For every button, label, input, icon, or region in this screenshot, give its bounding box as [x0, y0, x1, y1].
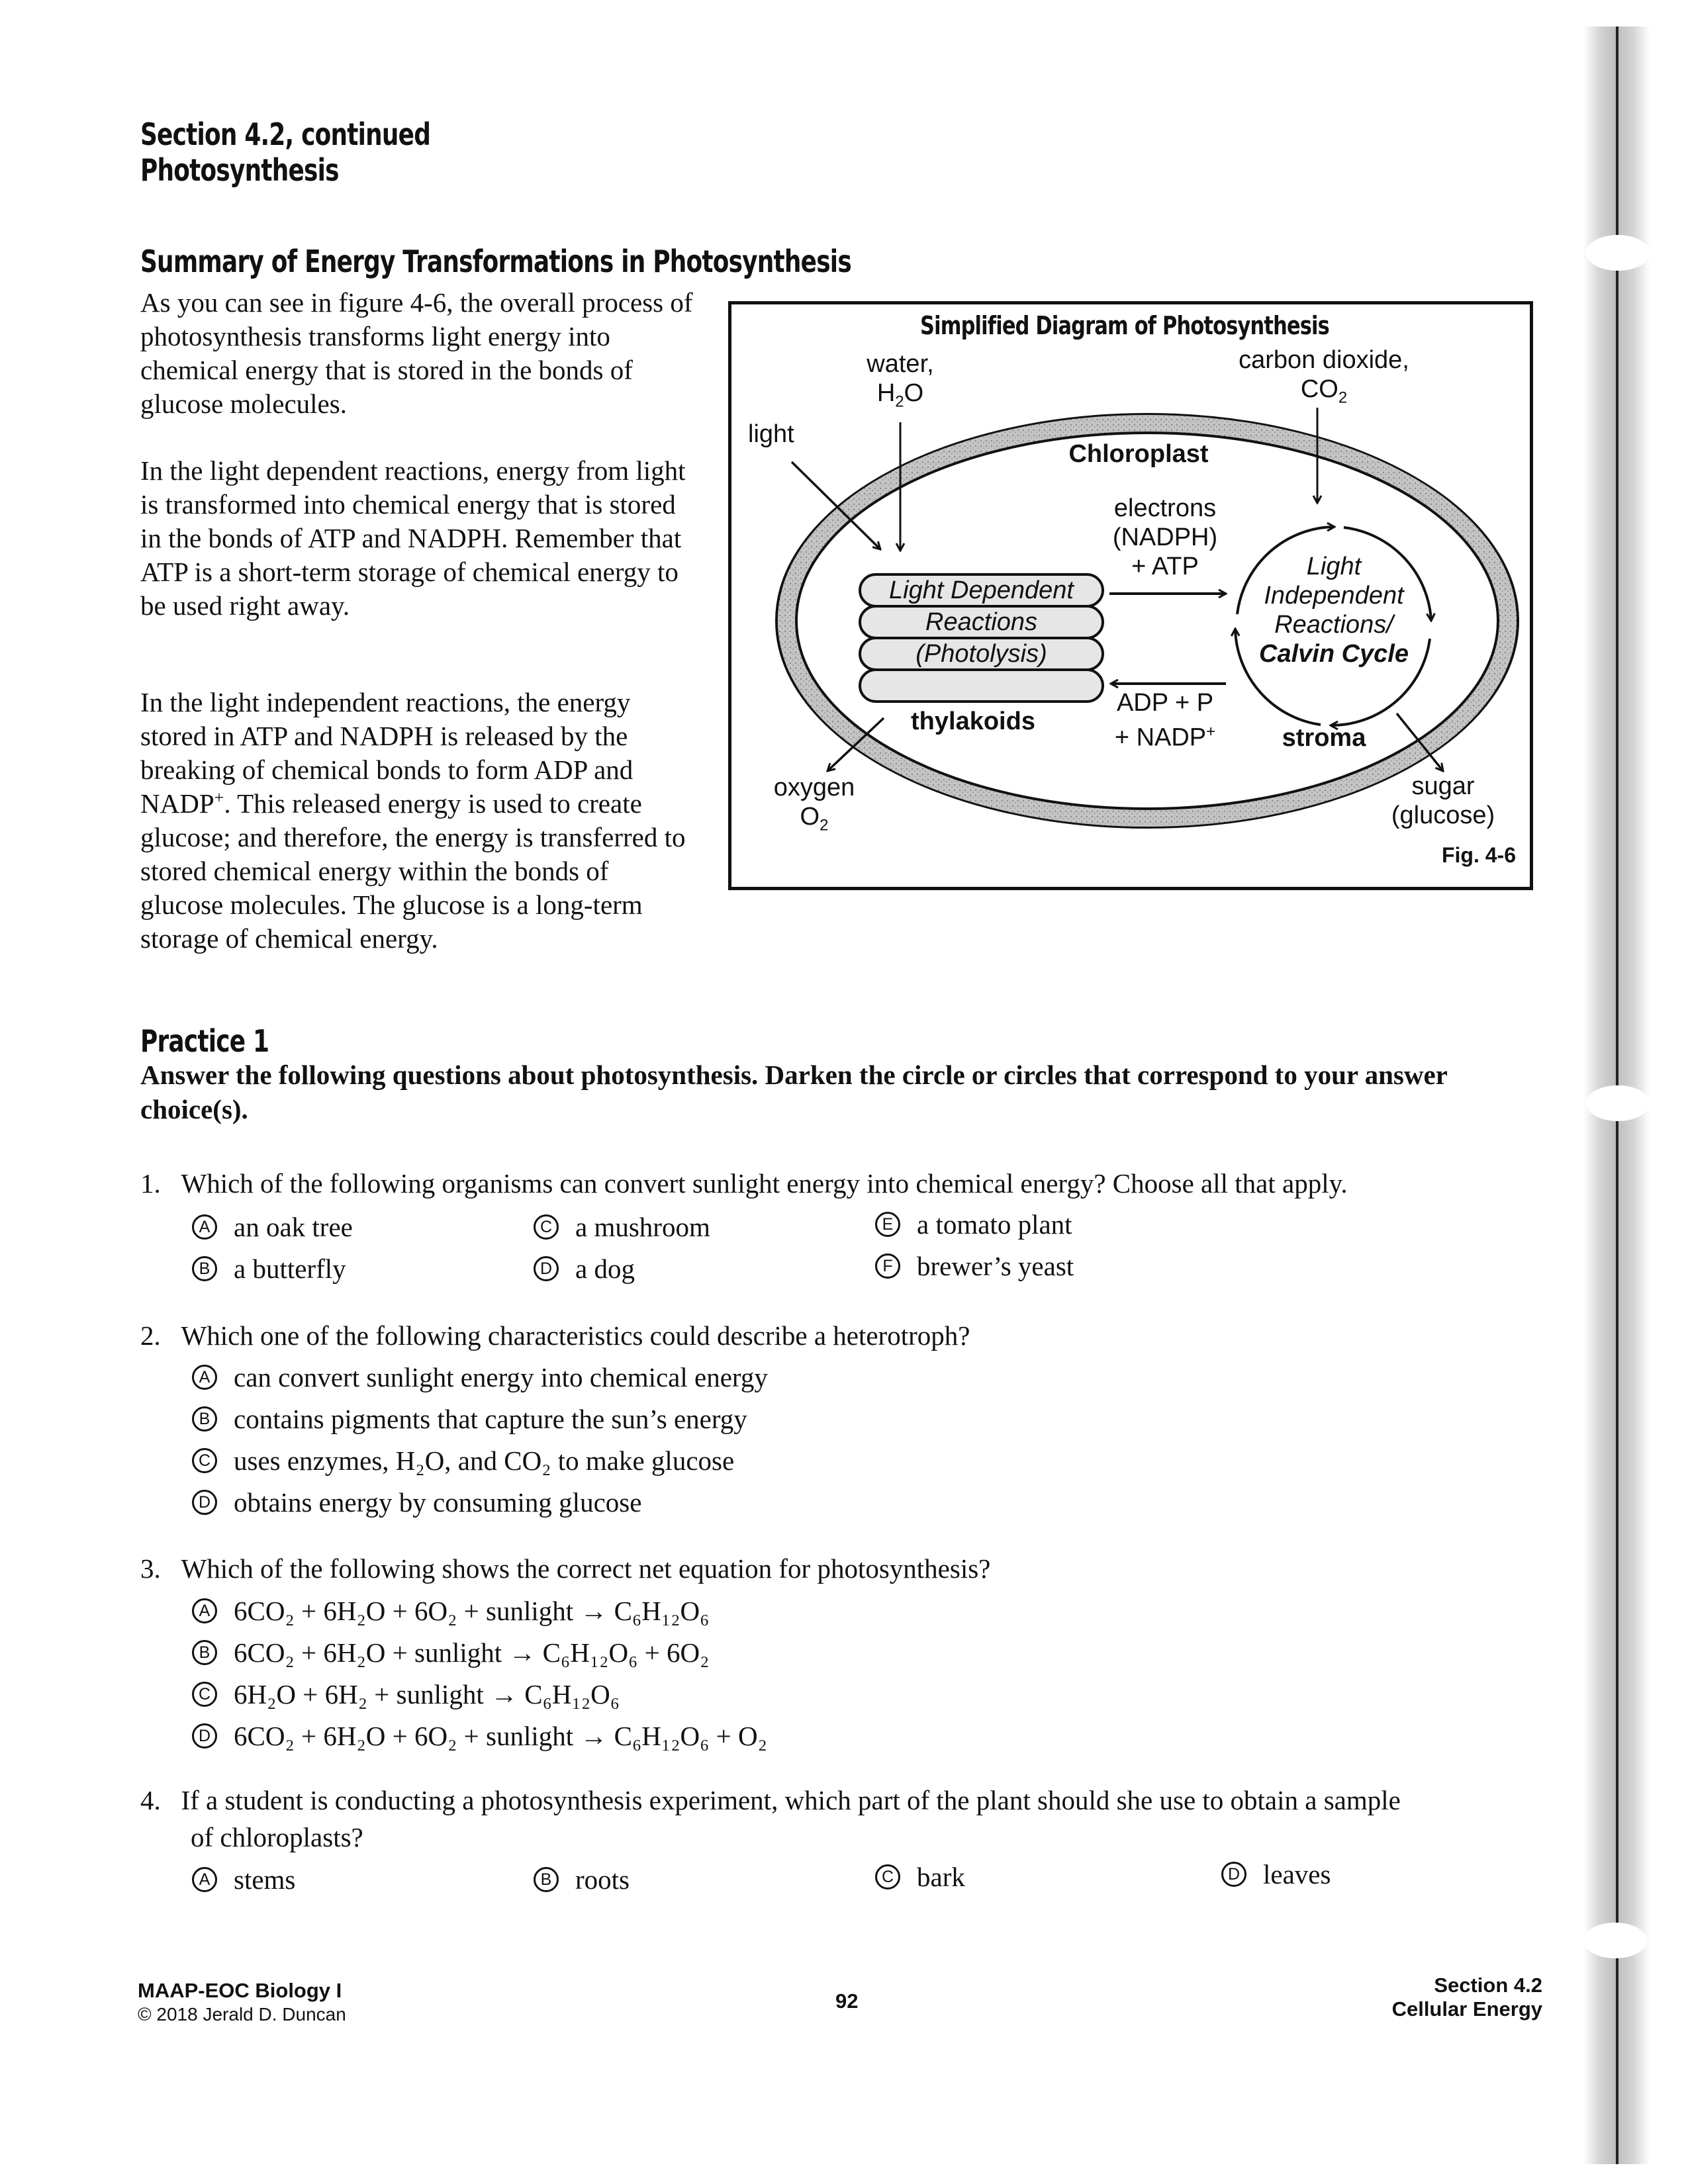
- summary-heading: Summary of Energy Transformations in Photosynthesis: [140, 244, 851, 279]
- section-heading: Section 4.2, continued: [140, 116, 431, 152]
- q3-option-b[interactable]: B 6CO₂ + 6H₂O + sunlight → C₆H₁₂O₆ + 6O₂: [192, 1637, 709, 1668]
- chloroplast-label: Chloroplast: [1068, 440, 1209, 468]
- footer-unit: Cellular Energy: [1391, 1997, 1542, 2021]
- answer-bubble[interactable]: F: [875, 1253, 900, 1279]
- stroma-label: stroma: [1282, 724, 1366, 752]
- answer-bubble[interactable]: B: [192, 1256, 217, 1281]
- water-label: water, $H_2O$: [867, 350, 934, 411]
- q2-option-b[interactable]: B contains pigments that capture the sun’s energy: [192, 1403, 747, 1435]
- q1-option-b[interactable]: B a butterfly: [192, 1253, 346, 1285]
- question-1: 1. Which of the following organisms can convert sunlight energy into chemical energy? Choose all that apply.: [140, 1168, 1348, 1199]
- answer-bubble[interactable]: B: [192, 1406, 217, 1432]
- oxygen-label: oxygen $O_2$: [773, 774, 855, 835]
- footer-section: Section 4.2: [1434, 1974, 1542, 1997]
- practice-heading: Practice 1: [140, 1023, 269, 1059]
- summary-paragraph-1: As you can see in figure 4-6, the overall process of photosynthesis transforms light energy into chemical energy that is stored in the bonds of glucose molecules.: [140, 287, 693, 419]
- return-products-label: ADP + P + NADP+: [1114, 689, 1216, 752]
- practice-instructions: Answer the following questions about photosynthesis. Darken the circle or circles that correspond to your answer choice(s).: [140, 1060, 1448, 1124]
- answer-bubble[interactable]: C: [875, 1864, 900, 1889]
- answer-bubble[interactable]: D: [192, 1490, 217, 1515]
- q3-option-a[interactable]: A 6CO₂ + 6H₂O + 6O₂ + sunlight → C₆H₁₂O₆: [192, 1595, 709, 1627]
- question-3: 3. Which of the following shows the correct net equation for photosynthesis?: [140, 1553, 991, 1584]
- calvin-cycle-label: Light Independent Reactions/ Calvin Cycle: [1259, 553, 1409, 668]
- q4-option-c[interactable]: C bark: [875, 1861, 965, 1893]
- answer-bubble[interactable]: C: [534, 1214, 559, 1240]
- footer-course: MAAP-EOC Biology I: [138, 1979, 342, 2002]
- summary-paragraph-2: In the light dependent reactions, energy from light is transformed into chemical energy that is stored in the bonds of ATP and NADPH. Remember that ATP is a short-term storage of chemical energy to be used right away.: [140, 455, 686, 621]
- q1-option-a[interactable]: A an oak tree: [192, 1211, 353, 1243]
- q3-option-c[interactable]: C 6H₂O + 6H₂ + sunlight → C₆H₁₂O₆: [192, 1678, 620, 1710]
- footer-copyright: © 2018 Jerald D. Duncan: [138, 2004, 346, 2025]
- q4-option-a[interactable]: A stems: [192, 1864, 295, 1895]
- q1-option-d[interactable]: D a dog: [534, 1253, 635, 1285]
- summary-paragraph-3: In the light independent reactions, the energy stored in ATP and NADPH is released by the breaking of chemical bonds to form ADP and NADP+. This released energy is used to create glucose; and therefore, the energy is transferred to stored chemical energy within the bonds of glucose molecules. The glucose is a long-term storage of chemical energy.: [140, 687, 686, 954]
- answer-bubble[interactable]: B: [192, 1640, 217, 1665]
- light-label: light: [748, 420, 794, 448]
- answer-bubble[interactable]: A: [192, 1214, 217, 1240]
- q2-option-a[interactable]: A can convert sunlight energy into chemical energy: [192, 1361, 768, 1393]
- question-2: 2. Which one of the following characteristics could describe a heterotroph?: [140, 1320, 970, 1351]
- answer-bubble[interactable]: A: [192, 1598, 217, 1623]
- answer-bubble[interactable]: B: [534, 1867, 559, 1892]
- q1-option-e[interactable]: E a tomato plant: [875, 1208, 1072, 1240]
- diagram-title: Simplified Diagram of Photosynthesis: [920, 311, 1329, 340]
- answer-bubble[interactable]: A: [192, 1867, 217, 1892]
- q1-option-c[interactable]: C a mushroom: [534, 1211, 710, 1243]
- figure-label: Fig. 4-6: [1441, 843, 1516, 867]
- answer-bubble[interactable]: C: [192, 1682, 217, 1707]
- topic-heading: Photosynthesis: [140, 152, 339, 188]
- thylakoid-stack-label: Light Dependent Reactions (Photolysis): [889, 576, 1074, 668]
- thylakoids-label: thylakoids: [911, 707, 1035, 735]
- forward-products-label: electrons (NADPH) + ATP: [1112, 494, 1218, 580]
- question-4: 4. If a student is conducting a photosynthesis experiment, which part of the plant should she use to obtain a sample: [140, 1785, 1401, 1815]
- answer-bubble[interactable]: C: [192, 1448, 217, 1473]
- page-number: 92: [835, 1989, 859, 2013]
- answer-bubble[interactable]: D: [534, 1256, 559, 1281]
- answer-bubble[interactable]: D: [1221, 1862, 1246, 1887]
- question-4-continued: of chloroplasts?: [191, 1822, 363, 1852]
- q4-option-b[interactable]: B roots: [534, 1864, 630, 1895]
- q2-option-c[interactable]: C uses enzymes, H₂O, and CO₂ to make glucose: [192, 1445, 734, 1477]
- q3-option-d[interactable]: D 6CO₂ + 6H₂O + 6O₂ + sunlight → C₆H₁₂O₆ + O₂: [192, 1720, 767, 1752]
- sugar-label: sugar (glucose): [1391, 772, 1495, 829]
- answer-bubble[interactable]: A: [192, 1365, 217, 1390]
- q4-option-d[interactable]: D leaves: [1221, 1858, 1331, 1890]
- answer-bubble[interactable]: D: [192, 1723, 217, 1749]
- answer-bubble[interactable]: E: [875, 1212, 900, 1237]
- co2-label: carbon dioxide, $CO_2$: [1239, 346, 1409, 407]
- q1-option-f[interactable]: F brewer’s yeast: [875, 1250, 1074, 1282]
- q2-option-d[interactable]: D obtains energy by consuming glucose: [192, 1486, 641, 1518]
